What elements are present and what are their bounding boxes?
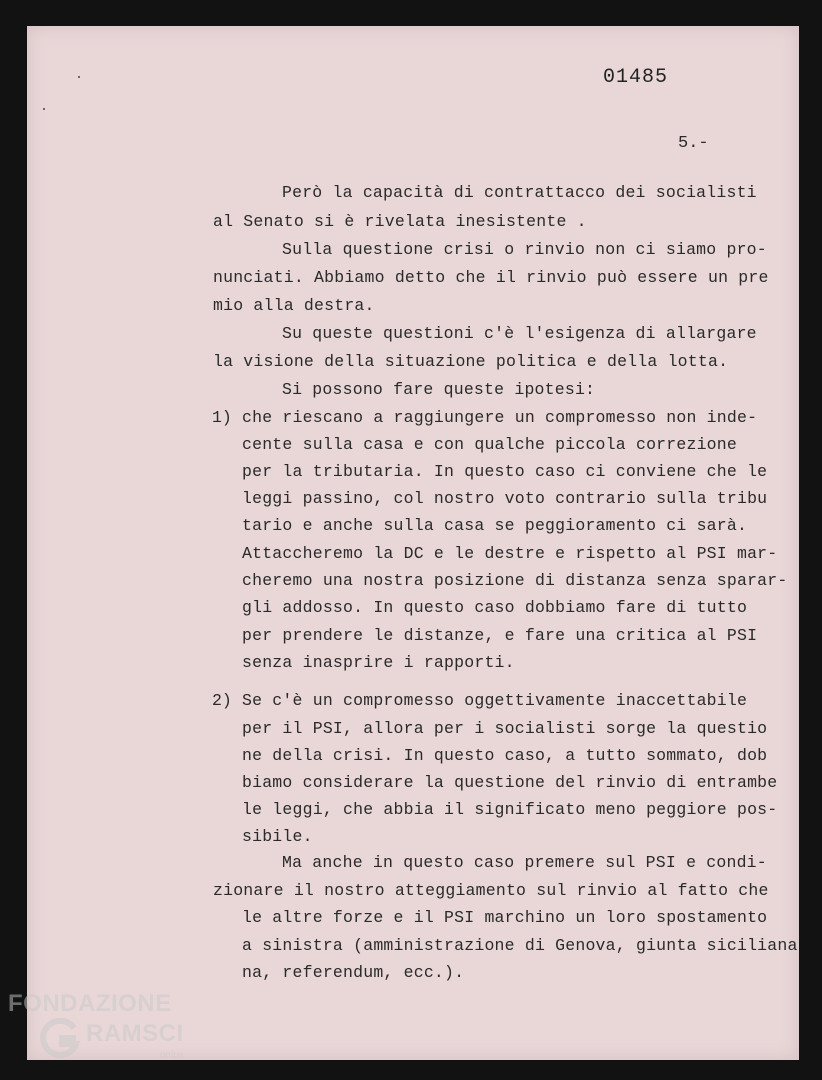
item-marker: 2): [212, 691, 232, 710]
text-line: na, referendum, ecc.).: [242, 963, 465, 982]
text-line: ne della crisi. In questo caso, a tutto sommato, dob: [242, 746, 768, 765]
fondazione-gramsci-watermark: [8, 990, 208, 1075]
text-line: Però la capacità di contrattacco dei socialisti: [282, 183, 757, 202]
text-line: Ma anche in questo caso premere sul PSI e condi-: [282, 853, 767, 872]
text-line: Su queste questioni c'è l'esigenza di allargare: [282, 324, 757, 343]
text-line: sibile.: [242, 827, 313, 846]
watermark-line1: FONDAZIONE: [8, 990, 172, 1017]
text-line: che riescano a raggiungere un compromesso non inde-: [242, 408, 758, 427]
text-line: per la tributaria. In questo caso ci conviene che le: [242, 462, 768, 481]
archive-number: 01485: [603, 66, 669, 89]
text-line: per prendere le distanze, e fare una critica al PSI: [242, 626, 758, 645]
text-line: Attaccheremo la DC e le destre e rispetto al PSI mar-: [242, 544, 778, 563]
text-line: Si possono fare queste ipotesi:: [282, 380, 596, 399]
text-line: nunciati. Abbiamo detto che il rinvio può essere un pre: [213, 268, 769, 287]
text-line: Se c'è un compromesso oggettivamente inaccettabile: [242, 691, 748, 710]
text-line: zionare il nostro atteggiamento sul rinvio al fatto che: [213, 881, 769, 900]
text-line: Sulla questione crisi o rinvio non ci siamo pro-: [282, 240, 767, 259]
text-line: mio alla destra.: [213, 296, 375, 315]
typewritten-page: [27, 26, 799, 1060]
text-line: biamo considerare la questione del rinvio di entrambe: [242, 773, 778, 792]
text-line: leggi passino, col nostro voto contrario sulla tribu: [242, 489, 768, 508]
text-line: le altre forze e il PSI marchino un loro spostamento: [242, 908, 768, 927]
text-line: cente sulla casa e con qualche piccola correzione: [242, 435, 737, 454]
text-line: cheremo una nostra posizione di distanza senza sparar-: [242, 571, 788, 590]
page-number: 5.-: [678, 134, 709, 153]
text-line: la visione della situazione politica e della lotta.: [213, 352, 729, 371]
watermark-line3: onlus: [160, 1050, 184, 1061]
text-line: al Senato si è rivelata inesistente .: [213, 212, 587, 231]
paper-speck: [43, 108, 45, 110]
item-marker: 1): [212, 408, 232, 427]
text-line: a sinistra (amministrazione di Genova, giunta siciliana: [242, 936, 798, 955]
paper-speck: [78, 76, 80, 78]
text-line: senza inasprire i rapporti.: [242, 653, 515, 672]
gramsci-g-logo-icon: [38, 1016, 82, 1060]
text-line: tario e anche sulla casa se peggioramento ci sarà.: [242, 516, 748, 535]
watermark-line2: RAMSCI: [86, 1020, 184, 1047]
text-line: gli addosso. In questo caso dobbiamo fare di tutto: [242, 598, 748, 617]
text-line: le leggi, che abbia il significato meno peggiore pos-: [242, 800, 778, 819]
text-line: per il PSI, allora per i socialisti sorge la questio: [242, 719, 768, 738]
